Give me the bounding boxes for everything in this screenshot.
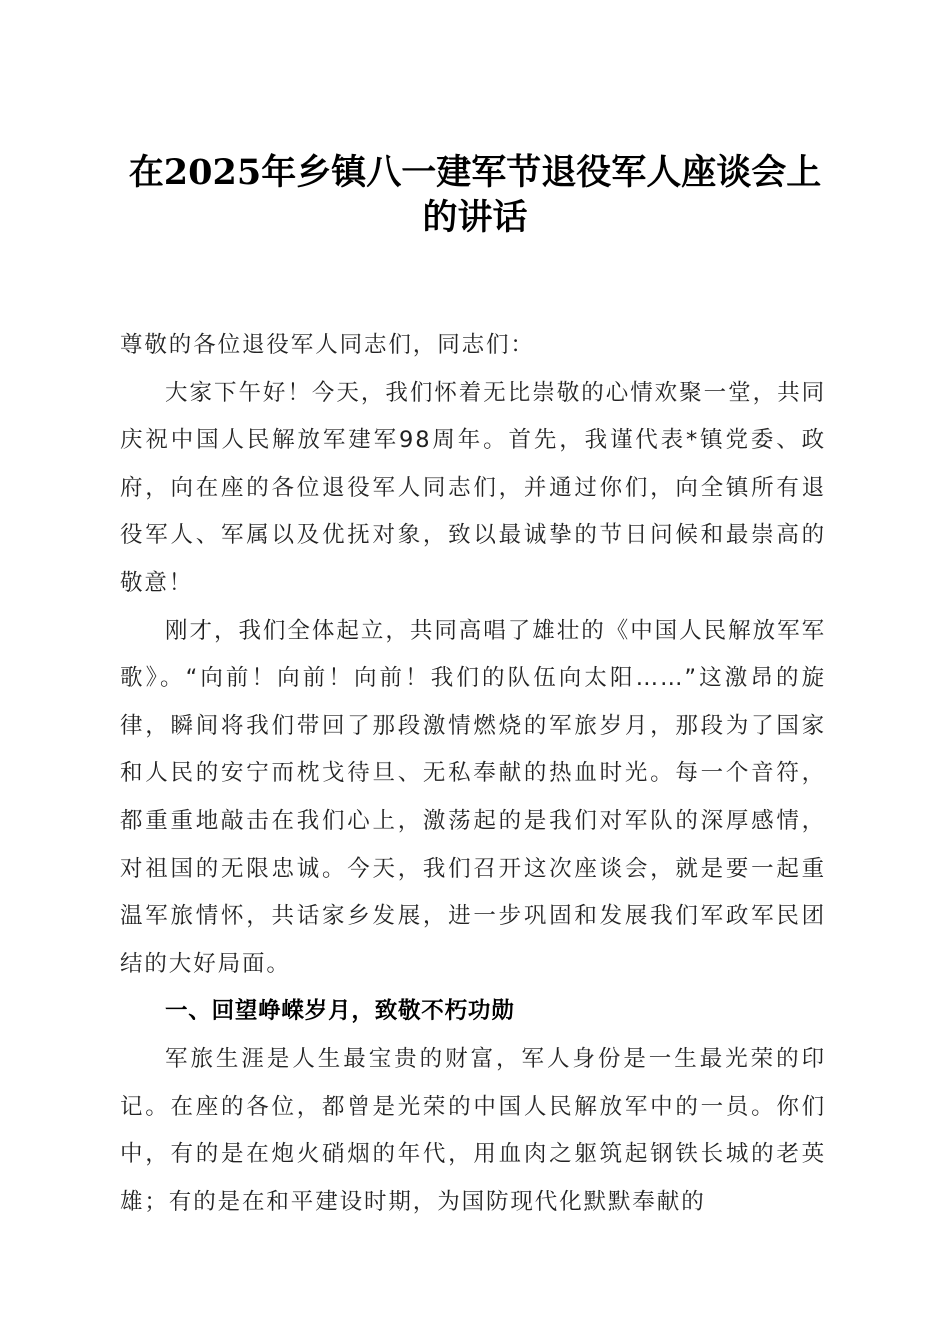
document-body [120,322,826,1226]
body-paragraph: 军旅生涯是人生最宝贵的财富，军人身份是一生最光荣的印记。在座的各位，都曾是光荣的中国人民解放军中的一员。你们中，有的是在炮火硝烟的年代，用血肉之躯筑起钢铁长城的老英雄；有的是在和平建设时期，为国防现代化默默奉献的 [120,1045,826,1215]
body-paragraph: 大家下午好！今天，我们怀着无比崇敬的心情欢聚一堂，共同庆祝中国人民解放军建军98周年。首先，我谨代表*镇党委、政府，向在座的各位退役军人同志们，并通过你们，向全镇所有退役军人、军属以及优抚对象，致以最诚挚的节日问候和最崇高的敬意！ [120,379,826,596]
salutation: 尊敬的各位退役军人同志们，同志们： [120,332,535,358]
body-paragraph: 刚才，我们全体起立，共同高唱了雄壮的《中国人民解放军军歌》。“向前！向前！向前！我们的队伍向太阳……”这激昂的旋律，瞬间将我们带回了那段激情燃烧的军旅岁月，那段为了国家和人民的安宁而枕戈待旦、无私奉献的热血时光。每一个音符，都重重地敲击在我们心上，激荡起的是我们对军队的深厚感情，对祖国的无限忠诚。今天，我们召开这次座谈会，就是要一起重温军旅情怀，共话家乡发展，进一步巩固和发展我们军政军民团结的大好局面。 [120,617,826,977]
section-heading: 一、回望峥嵘岁月，致敬不朽功勋 [165,998,515,1025]
document-title: 在2025年乡镇八一建军节退役军人座谈会上的讲话 [128,152,822,238]
